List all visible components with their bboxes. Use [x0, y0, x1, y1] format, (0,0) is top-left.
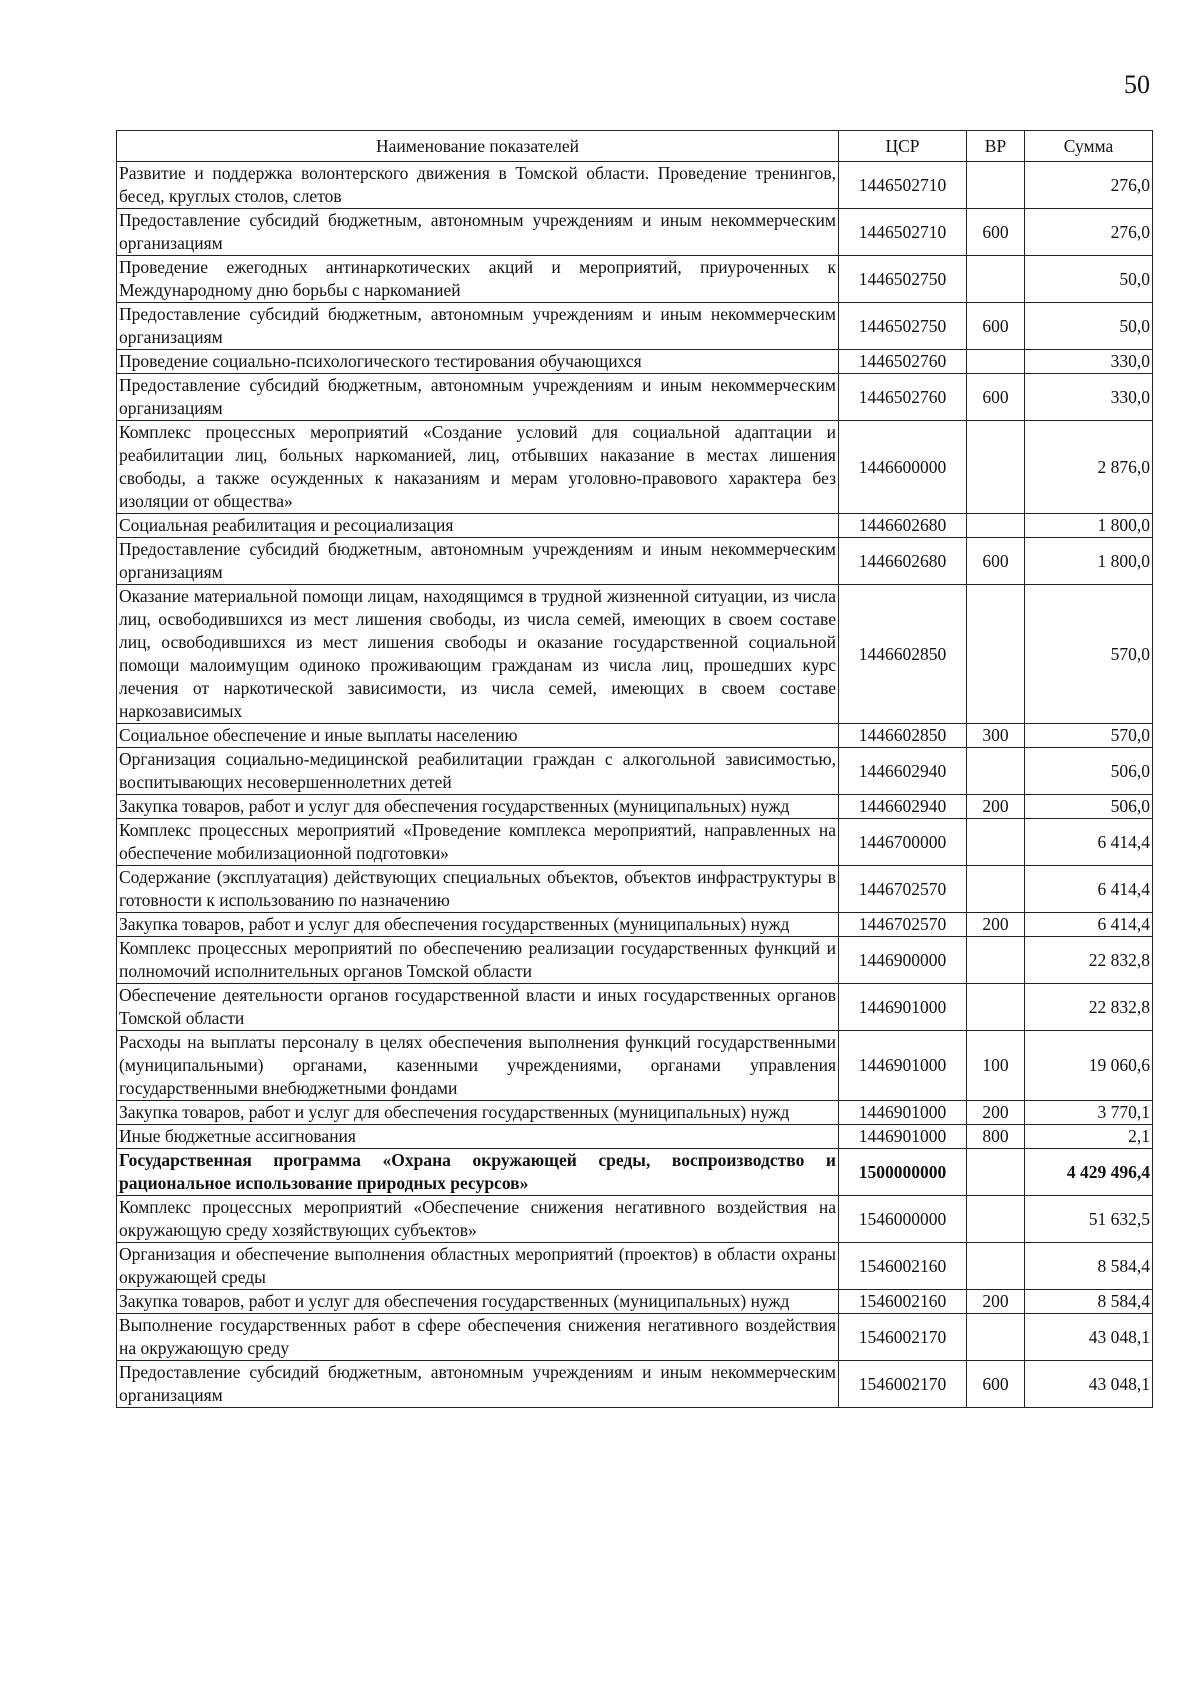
- table-row: [117, 350, 1153, 374]
- cell-csr: 1446901000: [839, 1125, 967, 1149]
- cell-csr: 1546002170: [839, 1314, 967, 1361]
- cell-vr: [967, 256, 1025, 303]
- cell-vr: [967, 1149, 1025, 1196]
- cell-name: Проведение ежегодных антинаркотических акций и мероприятий, приуроченных к Международному дню борьбы с наркоманией: [117, 256, 839, 303]
- cell-sum: 22 832,8: [1025, 984, 1153, 1031]
- table-row: [117, 303, 1153, 350]
- cell-sum: 2 876,0: [1025, 421, 1153, 514]
- table-row: [117, 1361, 1153, 1408]
- cell-csr: 1446502750: [839, 256, 967, 303]
- cell-vr: [967, 819, 1025, 866]
- cell-csr: 1546002170: [839, 1361, 967, 1408]
- table-body: [117, 162, 1153, 1408]
- cell-sum: 6 414,4: [1025, 866, 1153, 913]
- header-sum: Сумма: [1025, 131, 1153, 162]
- cell-name: Предоставление субсидий бюджетным, автономным учреждениям и иным некоммерческим организациям: [117, 303, 839, 350]
- cell-vr: [967, 1196, 1025, 1243]
- cell-csr: 1446901000: [839, 1031, 967, 1101]
- cell-name: Развитие и поддержка волонтерского движения в Томской области. Проведение тренингов, бесед, круглых столов, слетов: [117, 162, 839, 209]
- table-row: [117, 374, 1153, 421]
- cell-name: Оказание материальной помощи лицам, находящимся в трудной жизненной ситуации, из числа лиц, освободившихся из мест лишения свободы, из числа семей, имеющих в своем составе лиц, освободившихся из мест лишения свободы и оказание государственной социальной помощи малоимущим одиноко проживающим гражданам из числа лиц, прошедших курс лечения от наркотической зависимости, из числа семей, имеющих в своем составе наркозависимых: [117, 585, 839, 724]
- cell-csr: 1446502760: [839, 350, 967, 374]
- cell-name: Организация социально-медицинской реабилитации граждан с алкогольной зависимостью, воспитывающих несовершеннолетних детей: [117, 748, 839, 795]
- cell-name: Социальная реабилитация и ресоциализация: [117, 514, 839, 538]
- cell-vr: 600: [967, 303, 1025, 350]
- cell-sum: 276,0: [1025, 162, 1153, 209]
- cell-csr: 1500000000: [839, 1149, 967, 1196]
- table-row: [117, 585, 1153, 724]
- table-row: [117, 256, 1153, 303]
- cell-sum: 570,0: [1025, 724, 1153, 748]
- cell-name: Предоставление субсидий бюджетным, автономным учреждениям и иным некоммерческим организациям: [117, 1361, 839, 1408]
- table-row: [117, 866, 1153, 913]
- table-row: [117, 162, 1153, 209]
- cell-vr: [967, 514, 1025, 538]
- cell-vr: [967, 350, 1025, 374]
- table-row: [117, 1196, 1153, 1243]
- cell-csr: 1446901000: [839, 984, 967, 1031]
- table-row: [117, 1290, 1153, 1314]
- cell-vr: [967, 1243, 1025, 1290]
- cell-sum: 50,0: [1025, 303, 1153, 350]
- cell-sum: 51 632,5: [1025, 1196, 1153, 1243]
- cell-csr: 1446502750: [839, 303, 967, 350]
- cell-csr: 1446600000: [839, 421, 967, 514]
- cell-sum: 3 770,1: [1025, 1101, 1153, 1125]
- cell-sum: 19 060,6: [1025, 1031, 1153, 1101]
- cell-vr: [967, 421, 1025, 514]
- cell-csr: 1446602940: [839, 748, 967, 795]
- cell-sum: 50,0: [1025, 256, 1153, 303]
- cell-name: Выполнение государственных работ в сфере обеспечения снижения негативного воздействия на окружающую среду: [117, 1314, 839, 1361]
- cell-sum: 8 584,4: [1025, 1243, 1153, 1290]
- table-row: [117, 1149, 1153, 1196]
- cell-name: Расходы на выплаты персоналу в целях обеспечения выполнения функций государственными (муниципальными) органами, казенными учреждениями, органами управления государственными внебюджетными фондами: [117, 1031, 839, 1101]
- table-row: [117, 421, 1153, 514]
- cell-sum: 276,0: [1025, 209, 1153, 256]
- cell-vr: 200: [967, 1101, 1025, 1125]
- cell-vr: [967, 162, 1025, 209]
- cell-sum: 506,0: [1025, 795, 1153, 819]
- table-header-row: [117, 131, 1153, 162]
- cell-csr: 1546002160: [839, 1290, 967, 1314]
- cell-csr: 1446602850: [839, 585, 967, 724]
- cell-vr: [967, 937, 1025, 984]
- table-row: [117, 1031, 1153, 1101]
- table-row: [117, 1125, 1153, 1149]
- cell-name: Закупка товаров, работ и услуг для обеспечения государственных (муниципальных) нужд: [117, 1290, 839, 1314]
- cell-vr: 300: [967, 724, 1025, 748]
- budget-table: [116, 130, 1153, 1408]
- page-number: 50: [1124, 70, 1150, 99]
- cell-name: Проведение социально-психологического тестирования обучающихся: [117, 350, 839, 374]
- cell-name: Предоставление субсидий бюджетным, автономным учреждениям и иным некоммерческим организациям: [117, 538, 839, 585]
- cell-name: Содержание (эксплуатация) действующих специальных объектов, объектов инфраструктуры в готовности к использованию по назначению: [117, 866, 839, 913]
- cell-name: Предоставление субсидий бюджетным, автономным учреждениям и иным некоммерческим организациям: [117, 374, 839, 421]
- cell-csr: 1446901000: [839, 1101, 967, 1125]
- cell-sum: 2,1: [1025, 1125, 1153, 1149]
- cell-name: Закупка товаров, работ и услуг для обеспечения государственных (муниципальных) нужд: [117, 1101, 839, 1125]
- cell-name: Комплекс процессных мероприятий по обеспечению реализации государственных функций и полномочий исполнительных органов Томской области: [117, 937, 839, 984]
- cell-name: Комплекс процессных мероприятий «Обеспечение снижения негативного воздействия на окружающую среду хозяйствующих субъектов»: [117, 1196, 839, 1243]
- cell-sum: 22 832,8: [1025, 937, 1153, 984]
- cell-vr: 200: [967, 795, 1025, 819]
- cell-csr: 1446702570: [839, 866, 967, 913]
- cell-vr: [967, 585, 1025, 724]
- cell-name: Иные бюджетные ассигнования: [117, 1125, 839, 1149]
- cell-name: Государственная программа «Охрана окружающей среды, воспроизводство и рациональное использование природных ресурсов»: [117, 1149, 839, 1196]
- table-row: [117, 984, 1153, 1031]
- cell-csr: 1446502760: [839, 374, 967, 421]
- table-row: [117, 748, 1153, 795]
- cell-vr: 600: [967, 374, 1025, 421]
- cell-csr: 1446900000: [839, 937, 967, 984]
- cell-sum: 43 048,1: [1025, 1314, 1153, 1361]
- table-row: [117, 724, 1153, 748]
- cell-name: Закупка товаров, работ и услуг для обеспечения государственных (муниципальных) нужд: [117, 795, 839, 819]
- cell-vr: 100: [967, 1031, 1025, 1101]
- cell-csr: 1446602680: [839, 514, 967, 538]
- cell-vr: 200: [967, 913, 1025, 937]
- cell-sum: 4 429 496,4: [1025, 1149, 1153, 1196]
- table-row: [117, 209, 1153, 256]
- cell-name: Организация и обеспечение выполнения областных мероприятий (проектов) в области охраны окружающей среды: [117, 1243, 839, 1290]
- cell-name: Закупка товаров, работ и услуг для обеспечения государственных (муниципальных) нужд: [117, 913, 839, 937]
- cell-vr: [967, 984, 1025, 1031]
- header-name: Наименование показателей: [117, 131, 839, 162]
- cell-csr: 1446502710: [839, 162, 967, 209]
- cell-sum: 1 800,0: [1025, 514, 1153, 538]
- cell-csr: 1546002160: [839, 1243, 967, 1290]
- table-row: [117, 819, 1153, 866]
- cell-vr: 600: [967, 209, 1025, 256]
- header-csr: ЦСР: [839, 131, 967, 162]
- cell-vr: [967, 866, 1025, 913]
- cell-csr: 1446702570: [839, 913, 967, 937]
- table-row: [117, 937, 1153, 984]
- cell-csr: 1546000000: [839, 1196, 967, 1243]
- cell-name: Комплекс процессных мероприятий «Создание условий для социальной адаптации и реабилитации лиц, больных наркоманией, лиц, отбывших наказание в местах лишения свободы, а также осужденных к наказаниям и мерам уголовно-правового характера без изоляции от общества»: [117, 421, 839, 514]
- table-row: [117, 514, 1153, 538]
- header-vr: ВР: [967, 131, 1025, 162]
- cell-sum: 1 800,0: [1025, 538, 1153, 585]
- cell-vr: 800: [967, 1125, 1025, 1149]
- cell-csr: 1446602680: [839, 538, 967, 585]
- table-row: [117, 795, 1153, 819]
- cell-sum: 6 414,4: [1025, 913, 1153, 937]
- cell-csr: 1446502710: [839, 209, 967, 256]
- table-row: [117, 538, 1153, 585]
- cell-csr: 1446700000: [839, 819, 967, 866]
- cell-csr: 1446602850: [839, 724, 967, 748]
- cell-vr: [967, 748, 1025, 795]
- cell-csr: 1446602940: [839, 795, 967, 819]
- cell-vr: 600: [967, 538, 1025, 585]
- cell-vr: 200: [967, 1290, 1025, 1314]
- cell-name: Предоставление субсидий бюджетным, автономным учреждениям и иным некоммерческим организациям: [117, 209, 839, 256]
- cell-name: Социальное обеспечение и иные выплаты населению: [117, 724, 839, 748]
- table-row: [117, 1101, 1153, 1125]
- cell-sum: 506,0: [1025, 748, 1153, 795]
- cell-vr: [967, 1314, 1025, 1361]
- cell-name: Комплекс процессных мероприятий «Проведение комплекса мероприятий, направленных на обеспечение мобилизационной подготовки»: [117, 819, 839, 866]
- cell-sum: 43 048,1: [1025, 1361, 1153, 1408]
- cell-sum: 570,0: [1025, 585, 1153, 724]
- cell-vr: 600: [967, 1361, 1025, 1408]
- table-row: [117, 913, 1153, 937]
- cell-name: Обеспечение деятельности органов государственной власти и иных государственных органов Томской области: [117, 984, 839, 1031]
- cell-sum: 330,0: [1025, 350, 1153, 374]
- table-row: [117, 1243, 1153, 1290]
- cell-sum: 8 584,4: [1025, 1290, 1153, 1314]
- cell-sum: 330,0: [1025, 374, 1153, 421]
- cell-sum: 6 414,4: [1025, 819, 1153, 866]
- table-row: [117, 1314, 1153, 1361]
